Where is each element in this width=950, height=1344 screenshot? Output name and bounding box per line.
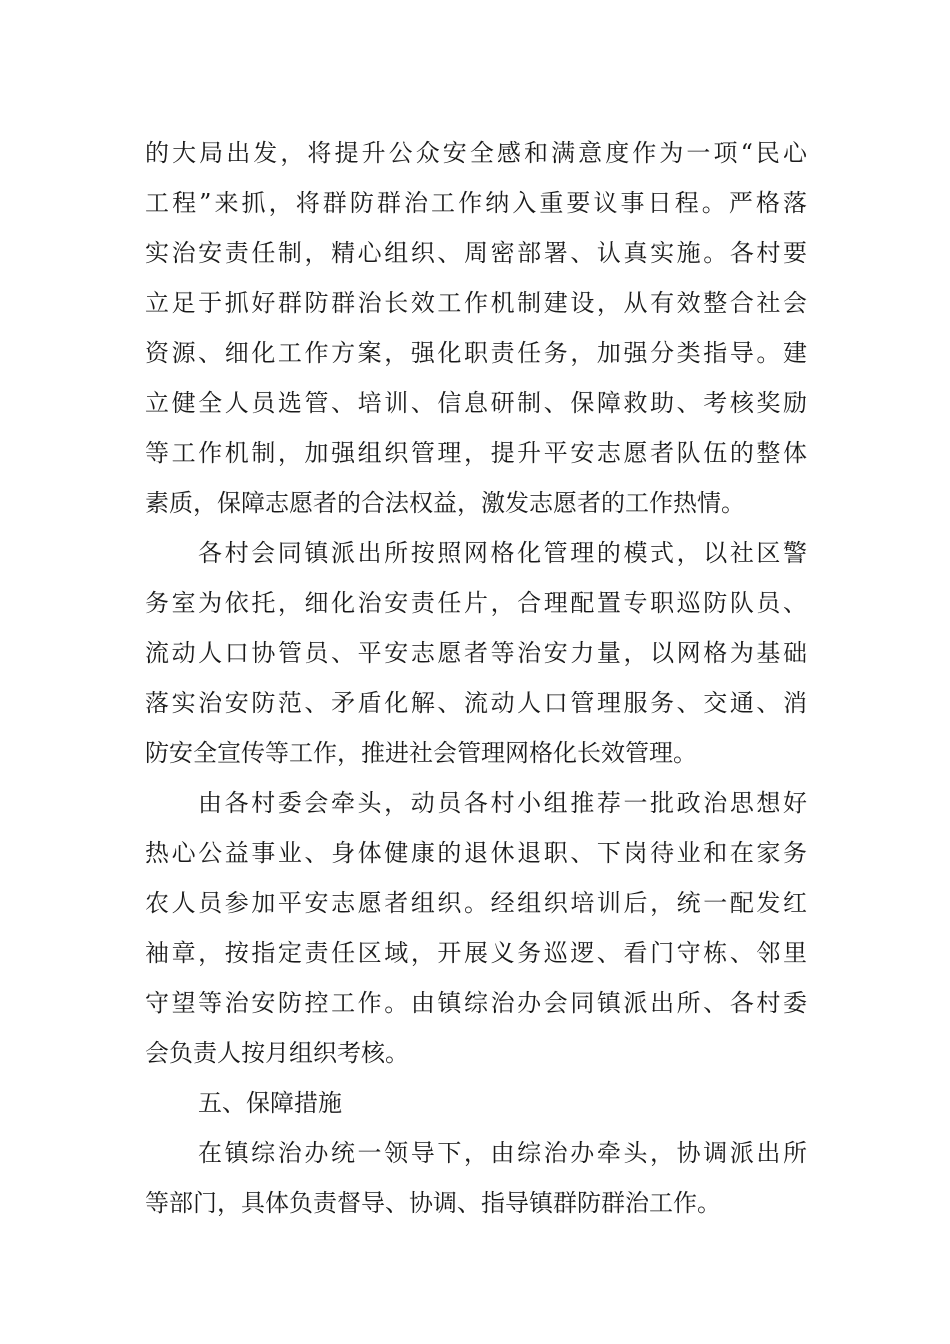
paragraph-measures-continued [145,128,807,528]
text-line: 实治安责任制，精心组织、周密部署、认真实施。各村要 [145,239,807,267]
paragraph-guarantee-measures [145,1128,807,1228]
text-line: 袖章，按指定责任区域，开展义务巡逻、看门守栋、邻里 [145,939,807,967]
text-line: 资源、细化工作方案，强化职责任务，加强分类指导。建 [145,339,807,367]
text-line: 热心公益事业、身体健康的退休退职、下岗待业和在家务 [145,839,807,867]
text-line: 农人员参加平安志愿者组织。经组织培训后，统一配发红 [145,889,807,917]
text-line: 务室为依托，细化治安责任片，合理配置专职巡防队员、 [145,589,807,617]
paragraph-grid-management [145,528,807,778]
text-line: 由各村委会牵头，动员各村小组推荐一批政治思想好 [198,789,807,817]
text-line: 会负责人按月组织考核。 [145,1039,409,1067]
text-line: 落实治安防范、矛盾化解、流动人口管理服务、交通、消 [145,689,807,717]
text-line: 立健全人员选管、培训、信息研制、保障救助、考核奖励 [145,389,807,417]
paragraph-volunteer-organization [145,778,807,1078]
section-heading [145,1078,807,1128]
text-line: 立足于抓好群防群治长效工作机制建设，从有效整合社会 [145,289,807,317]
text-line: 在镇综治办统一领导下，由综治办牵头，协调派出所 [198,1139,807,1167]
text-line: 各村会同镇派出所按照网格化管理的模式，以社区警 [198,539,807,567]
text-line: 的大局出发，将提升公众安全感和满意度作为一项“民心 [145,139,807,167]
text-line: 流动人口协管员、平安志愿者等治安力量，以网格为基础 [145,639,807,667]
document-body [145,128,807,1228]
text-line: 素质，保障志愿者的合法权益，激发志愿者的工作热情。 [145,489,745,517]
text-line: 工程”来抓，将群防群治工作纳入重要议事日程。严格落 [145,189,807,217]
text-line: 等工作机制，加强组织管理，提升平安志愿者队伍的整体 [145,439,807,467]
text-line: 守望等治安防控工作。由镇综治办会同镇派出所、各村委 [145,989,807,1017]
section-heading-text: 五、保障措施 [198,1089,342,1117]
text-line: 防安全宣传等工作，推进社会管理网格化长效管理。 [145,739,697,767]
text-line: 等部门，具体负责督导、协调、指导镇群防群治工作。 [145,1189,721,1217]
